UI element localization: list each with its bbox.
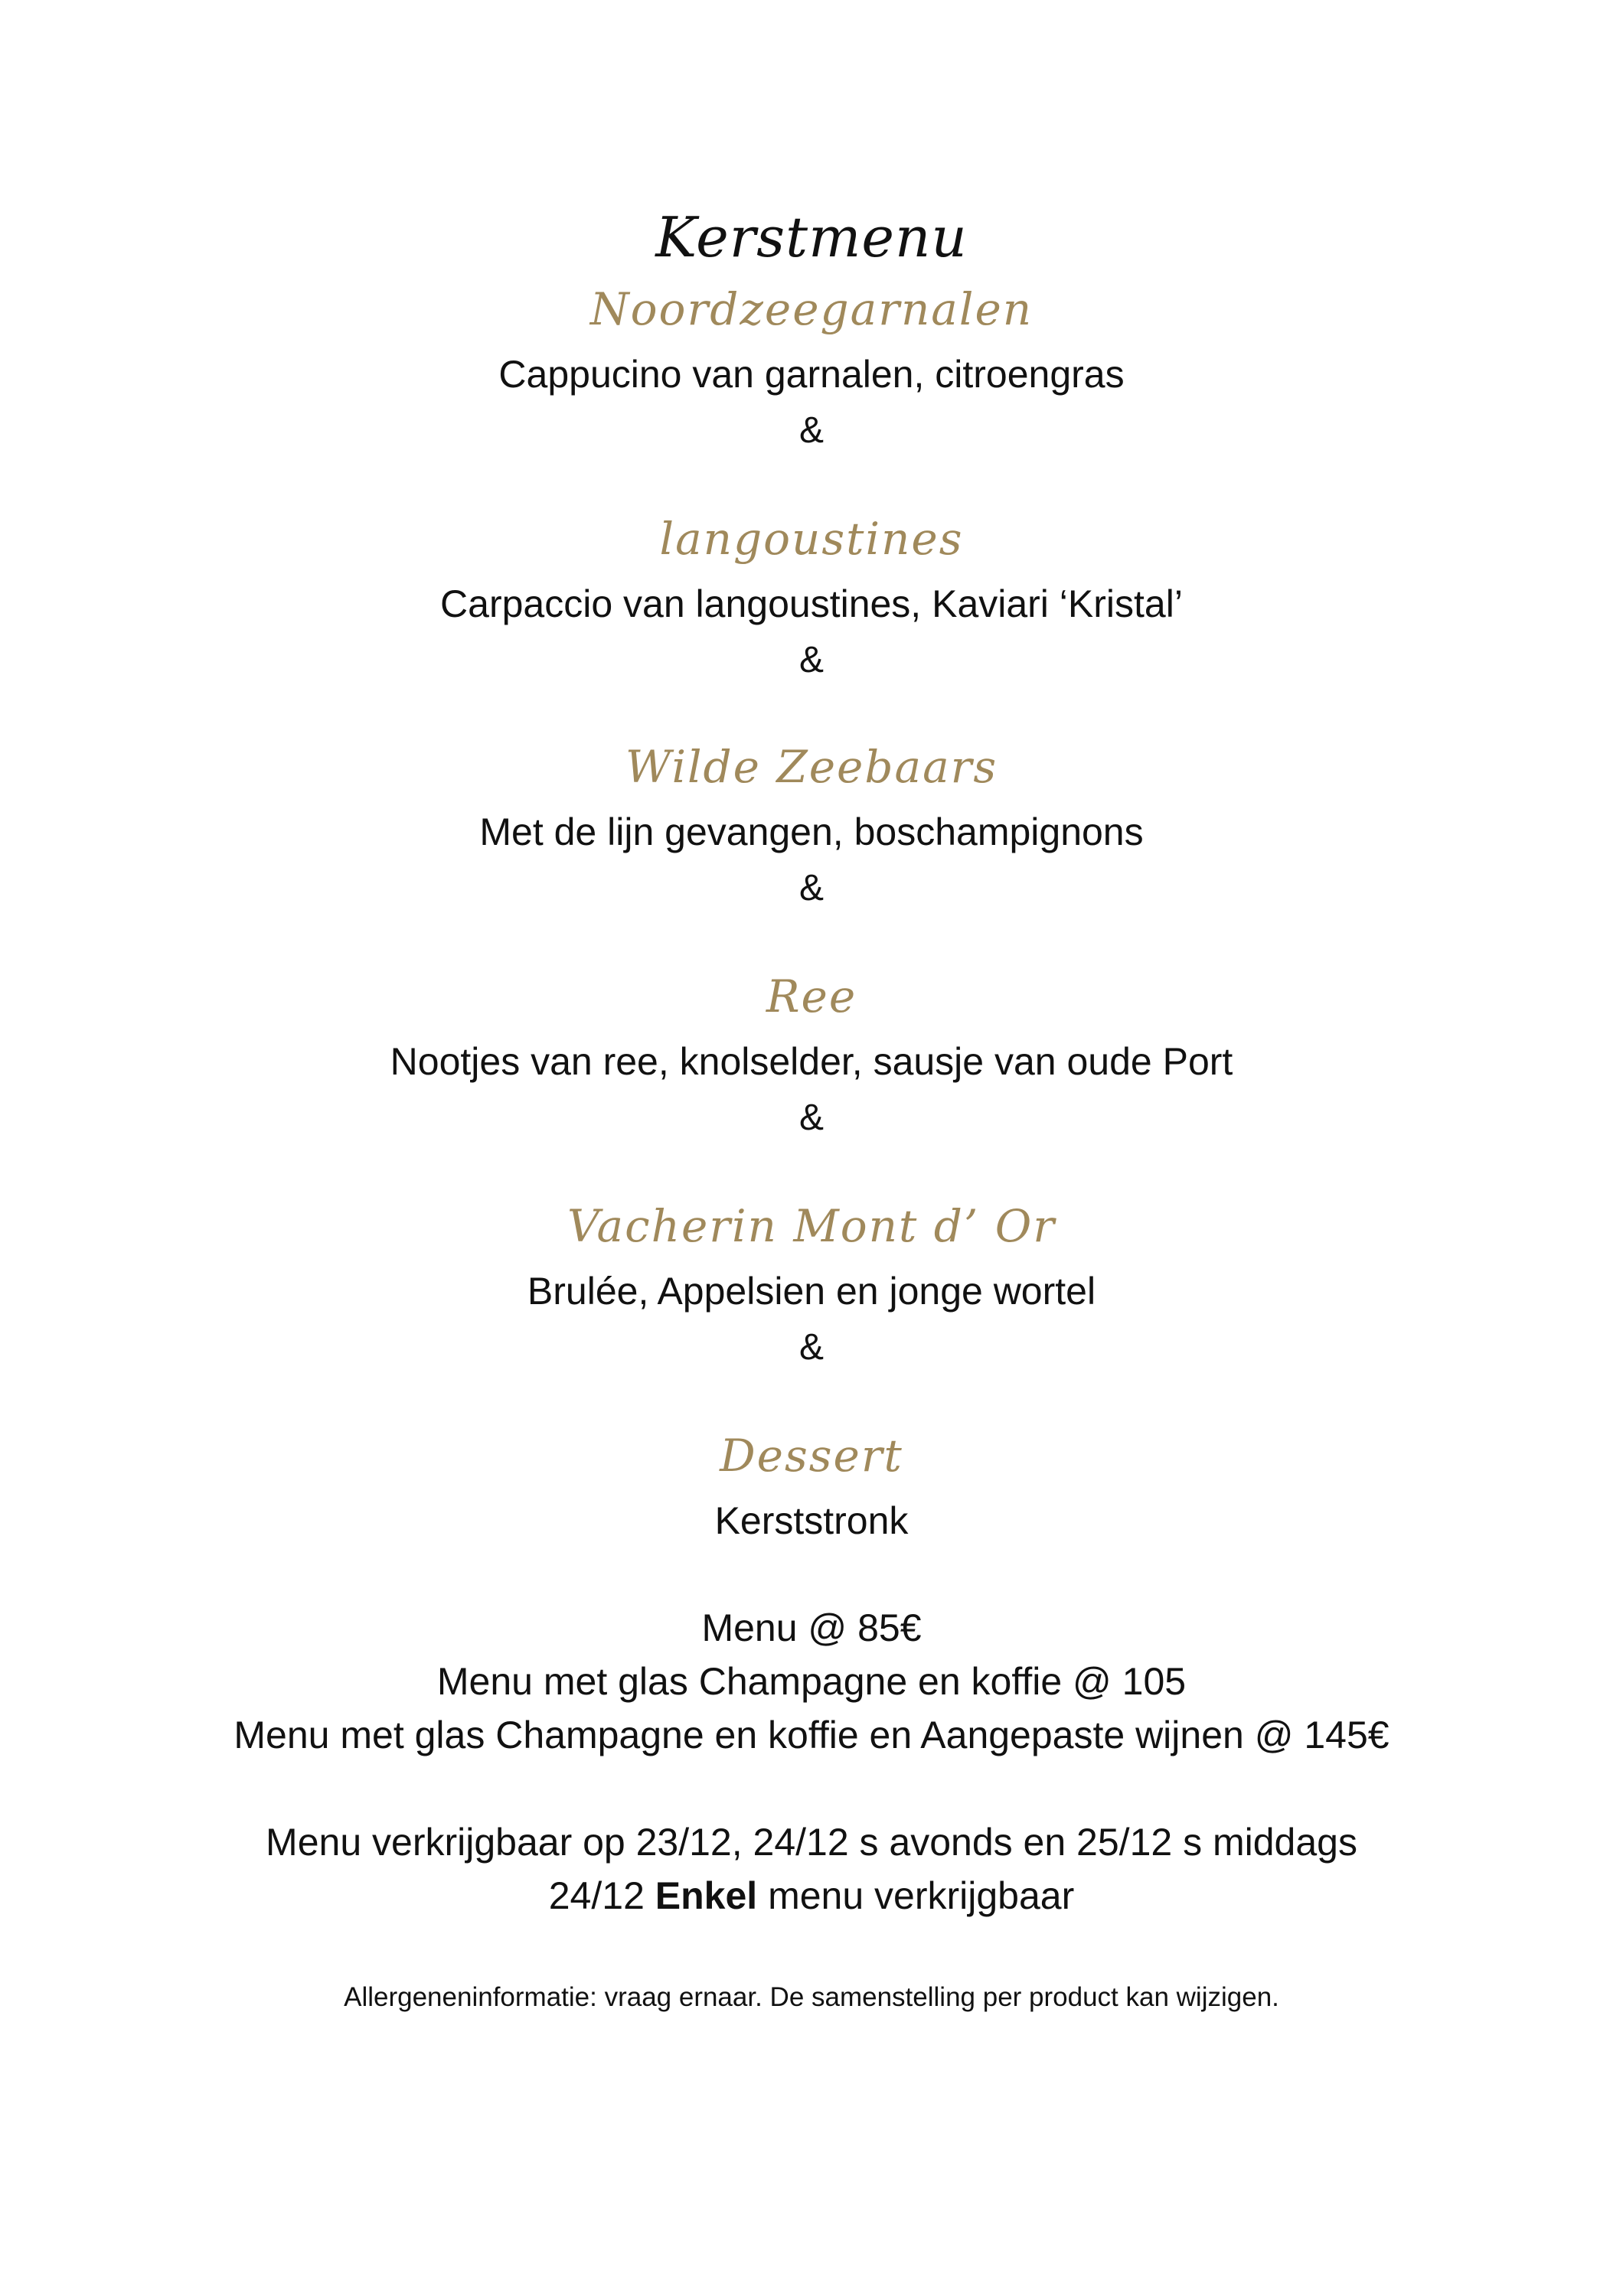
course-description-ree: Nootjes van ree, knolselder, sausje van oude Port xyxy=(390,1040,1233,1083)
course-title-dessert: Dessert xyxy=(720,1430,903,1482)
course-separator: & xyxy=(798,868,824,908)
course-title-wilde-zeebaars: Wilde Zeebaars xyxy=(625,741,998,793)
course-title-vacherin: Vacherin Mont d’ Or xyxy=(567,1200,1056,1252)
allergen-note: Allergeneninformatie: vraag ernaar. De samenstelling per product kan wijzigen. xyxy=(344,1982,1279,2012)
availability-dates: Menu verkrijgbaar op 23/12, 24/12 s avonds en 25/12 s middags xyxy=(266,1821,1357,1864)
availability-text: menu verkrijgbaar xyxy=(757,1874,1075,1917)
course-title-langoustines: langoustines xyxy=(659,513,964,565)
availability-date: 24/12 xyxy=(548,1874,655,1917)
course-separator: & xyxy=(798,1327,824,1368)
course-separator: & xyxy=(798,640,824,680)
course-title-ree: Ree xyxy=(766,970,857,1022)
availability-emphasis: Enkel xyxy=(655,1874,758,1917)
menu-title: Kerstmenu xyxy=(655,205,968,269)
price-line-menu: Menu @ 85€ xyxy=(701,1606,922,1649)
course-separator: & xyxy=(798,410,824,451)
course-description-langoustines: Carpaccio van langoustines, Kaviari ‘Kristal’ xyxy=(440,582,1183,625)
price-line-wine-pairing: Menu met glas Champagne en koffie en Aangepaste wijnen @ 145€ xyxy=(233,1714,1390,1756)
availability-note xyxy=(0,1874,1623,1918)
course-description-wilde-zeebaars: Met de lijn gevangen, boschampignons xyxy=(479,810,1144,853)
course-description-vacherin: Brulée, Appelsien en jonge wortel xyxy=(527,1270,1096,1313)
course-description-noordzeegarnalen: Cappucino van garnalen, citroengras xyxy=(498,353,1125,396)
course-separator: & xyxy=(798,1097,824,1138)
price-line-champagne: Menu met glas Champagne en koffie @ 105 xyxy=(436,1660,1187,1703)
course-description-dessert: Kerststronk xyxy=(714,1499,909,1542)
course-title-noordzeegarnalen: Noordzeegarnalen xyxy=(589,283,1034,335)
